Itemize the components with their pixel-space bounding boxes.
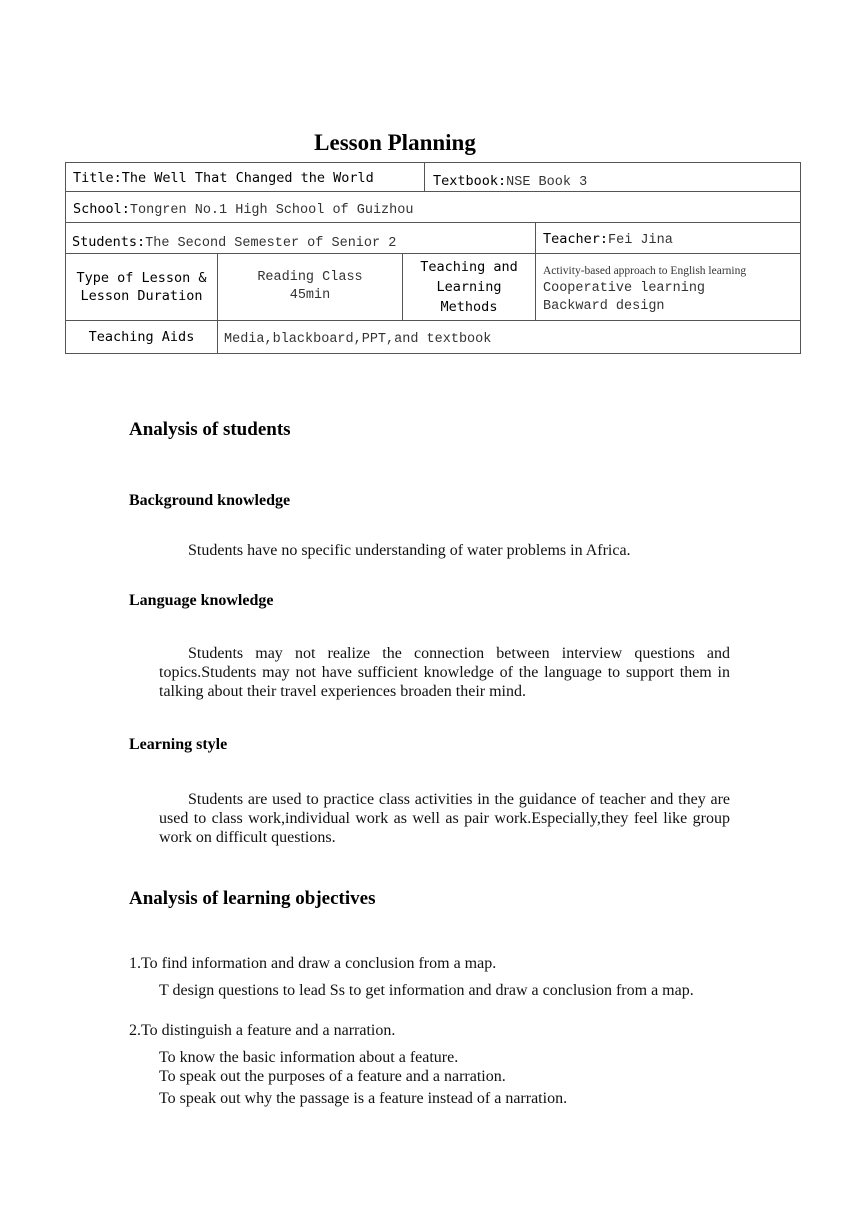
methods-label-cell [402,253,536,321]
analysis-objectives-heading: Analysis of learning objectives [129,888,376,909]
methods-value-line1: Activity-based approach to English learning [543,265,747,277]
lesson-duration-value: 45min [289,288,331,303]
title-value: The Well That Changed the World [121,170,374,186]
teacher-value: Fei Jina [608,233,673,248]
lesson-type-label-cell [65,253,218,321]
students-label: Students: [72,234,146,250]
aids-value-cell [217,320,801,354]
school-value: Tongren No.1 High School of Guizhou [129,203,414,218]
school-label: School: [73,201,130,217]
language-knowledge-text: Students may not realize the connection between interview questions and topics.Students may not have sufficient knowledge of the language to support them in talking about their travel experiences broaden their mind. [159,645,730,700]
textbook-value: NSE Book 3 [506,175,588,190]
students-value: The Second Semester of Senior 2 [145,236,397,251]
objective-2-detail-3: To speak out why the passage is a feature instead of a narration. [159,1090,568,1107]
methods-label-line1: Teaching and [420,259,518,275]
objective-1: 1.To find information and draw a conclusion from a map. [129,955,497,972]
lesson-info-table [65,162,801,354]
aids-value: Media,blackboard,PPT,and textbook [224,332,492,347]
objective-2-detail-2: To speak out the purposes of a feature and a narration. [159,1068,506,1085]
learning-style-heading: Learning style [129,736,228,753]
students-cell [65,222,536,254]
background-knowledge-heading: Background knowledge [129,492,291,509]
lesson-type-label-line2: Lesson Duration [80,288,203,304]
analysis-students-heading: Analysis of students [129,419,291,440]
lesson-type-label-line1: Type of Lesson & [76,270,207,286]
objective-1-detail: T design questions to lead Ss to get information and draw a conclusion from a map. [159,982,694,999]
aids-label: Teaching Aids [88,329,195,345]
methods-label-line2: Learning [436,279,502,295]
methods-value-cell [535,253,801,321]
learning-style-text: Students are used to practice class activities in the guidance of teacher and they are used to class work,individual work as well as pair work.Especially,they feel like group work on difficult questions. [159,791,730,846]
lesson-type-value-line1: Reading Class [257,270,363,285]
objective-2: 2.To distinguish a feature and a narration. [129,1022,396,1039]
language-knowledge-heading: Language knowledge [129,592,274,609]
methods-value-line3: Backward design [543,299,665,314]
aids-label-cell [65,320,218,354]
objective-2-detail-1: To know the basic information about a feature. [159,1049,459,1066]
document-title: Lesson Planning [314,130,476,155]
teacher-label: Teacher: [543,231,609,247]
lesson-type-value-cell [217,253,403,321]
textbook-label: Textbook: [433,173,507,189]
background-knowledge-text: Students have no specific understanding of water problems in Africa. [188,542,631,559]
school-cell [65,191,801,223]
textbook-cell [424,162,801,192]
title-cell [65,162,425,192]
title-label: Title: [73,170,122,186]
methods-value-line2: Cooperative learning [543,281,706,296]
teacher-cell [535,222,801,254]
methods-label-line3: Methods [440,299,498,315]
